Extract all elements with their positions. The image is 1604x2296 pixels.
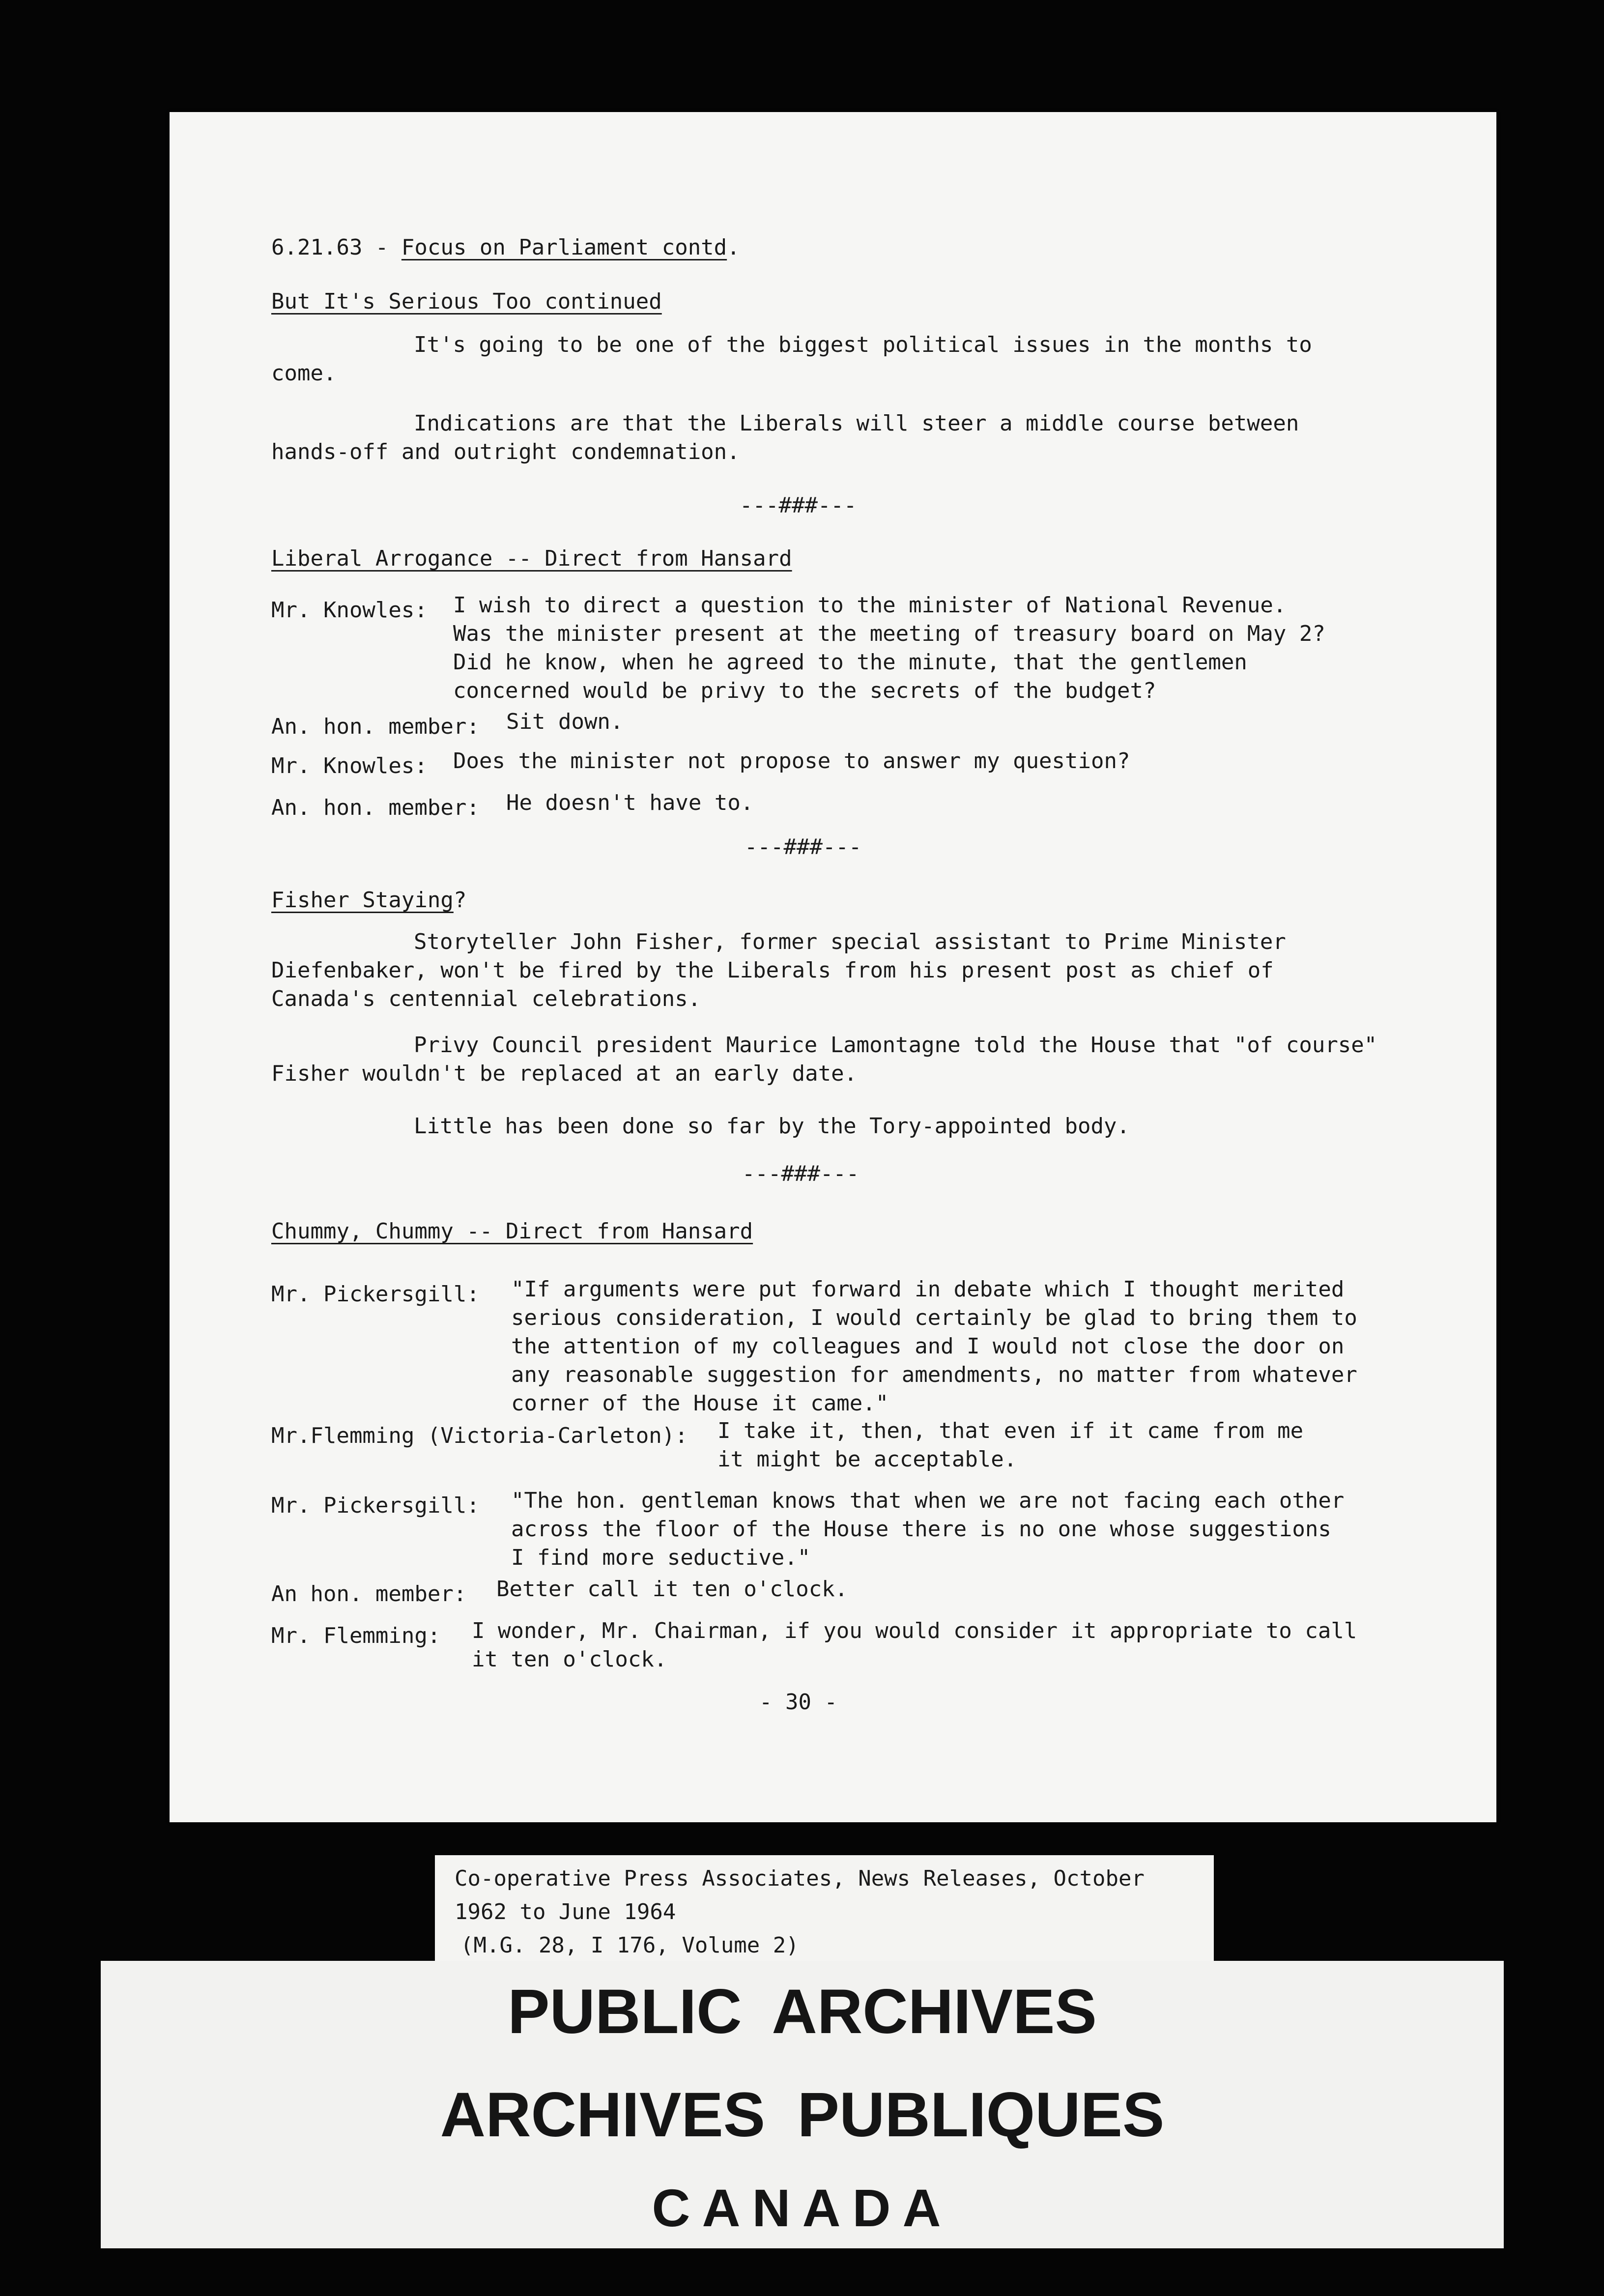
speaker-label: Mr. Knowles: [271,753,428,778]
speech-text: I wish to direct a question to the minister of National Revenue. Was the minister present at the meeting of treasury board on May 2? Did he know, when he agreed to the minute, that the gentlemen concerned would be privy to the secrets of the budget? [453,593,1325,703]
stamp-line-english: PUBLIC ARCHIVES [508,1977,1097,2047]
section-separator: ---###--- [745,834,862,860]
paragraph: It's going to be one of the biggest political issues in the months to come. [271,332,1312,386]
paragraph: Indications are that the Liberals will steer a middle course between hands-off and outright condemnation. [271,411,1299,464]
archive-citation-label [435,1855,1214,1962]
speaker-label: An hon. member: [271,1581,467,1607]
stamp-line-country: CANADA [652,2178,953,2238]
speaker-label: An. hon. member: [271,795,480,820]
speaker-label: Mr. Knowles: [271,598,428,623]
speaker-label: Mr. Pickersgill: [271,1282,480,1307]
speaker-label: Mr. Pickersgill: [271,1493,480,1518]
section-heading-chummy: Chummy, Chummy -- Direct from Hansard [271,1219,753,1244]
heading-text: Fisher Staying [271,888,454,913]
document-page [170,112,1496,1822]
speaker-label: Mr.Flemming (Victoria-Carleton): [271,1423,688,1448]
paragraph: Little has been done so far by the Tory-appointed body. [414,1114,1130,1139]
speech-text: Does the minister not propose to answer my question? [453,748,1130,774]
page-number: - 30 - [759,1690,837,1715]
document-body [170,112,1496,1822]
paragraph: Privy Council president Maurice Lamontagne told the House that "of course" Fisher wouldn't be replaced at an early date. [271,1033,1377,1086]
section-heading-serious: But It's Serious Too continued [271,289,662,314]
citation-line: (M.G. 28, I 176, Volume 2) [460,1933,799,1958]
header-title-end: . [727,235,740,260]
paragraph: Storyteller John Fisher, former special assistant to Prime Minister Diefenbaker, won't be fired by the Liberals from his present post as chief of Canada's centennial celebrations. [271,929,1286,1011]
speech-text: Better call it ten o'clock. [496,1577,848,1602]
section-heading-arrogance: Liberal Arrogance -- Direct from Hansard [271,546,792,571]
speech-text: Sit down. [506,709,624,734]
speech-text: I wonder, Mr. Chairman, if you would consider it appropriate to call it ten o'clock. [472,1618,1357,1672]
heading-end: ? [453,888,467,913]
page-header [271,235,740,260]
stamp-line-french: ARCHIVES PUBLIQUES [440,2080,1165,2150]
speech-text: "If arguments were put forward in debate which I thought merited serious consideration, I would certainly be glad to bring them to the attention of my colleagues and I would not close the door on any reasonable suggestion for amendments, no matter from whatever corner of the House it came." [511,1277,1357,1416]
section-heading-fisher [271,888,466,913]
speech-text: He doesn't have to. [506,790,754,815]
citation-line: 1962 to June 1964 [455,1899,676,1924]
section-separator: ---###--- [740,493,857,518]
archives-stamp [101,1961,1504,2248]
header-title: Focus on Parliament contd [401,235,727,260]
speaker-label: Mr. Flemming: [271,1623,441,1648]
citation-line: Co-operative Press Associates, News Releases, October [455,1866,1145,1891]
speech-text: I take it, then, that even if it came from me it might be acceptable. [717,1418,1304,1472]
header-date: 6.21.63 - [271,235,401,260]
speaker-label: An. hon. member: [271,714,480,739]
speech-text: "The hon. gentleman knows that when we are not facing each other across the floor of the House there is no one whose suggestions I find more seductive." [511,1488,1345,1570]
section-separator: ---###--- [742,1161,859,1186]
